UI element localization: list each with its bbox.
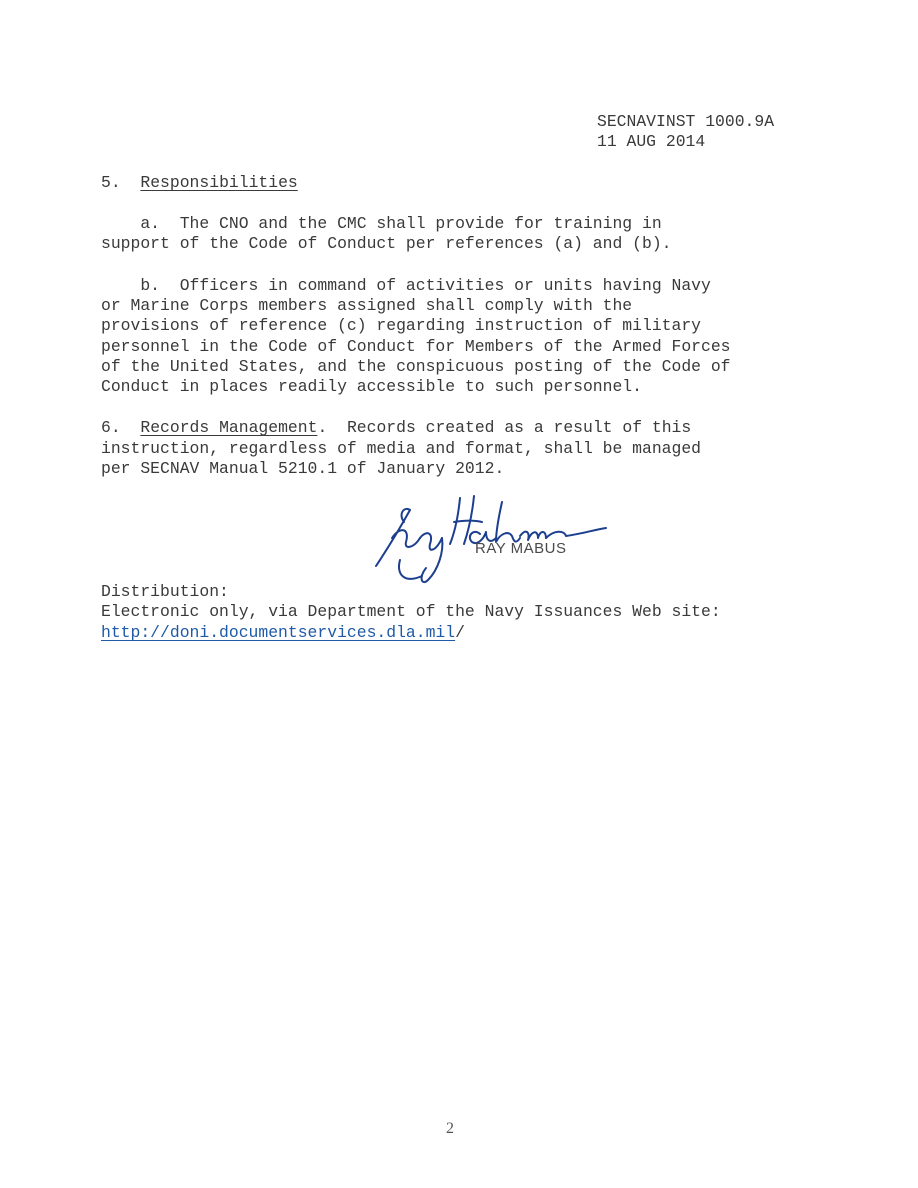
section-5-heading [101, 173, 298, 193]
para-5b-line-3: provisions of reference (c) regarding instruction of military [101, 316, 701, 335]
section-5-number: 5. [101, 173, 121, 192]
para-5b-line-2: or Marine Corps members assigned shall comply with the [101, 296, 633, 315]
signer-name: RAY MABUS [475, 540, 567, 557]
issuances-web-site-link[interactable]: http://doni.documentservices.dla.mil [101, 623, 456, 642]
document-header [597, 112, 774, 152]
distribution-label: Distribution: [101, 582, 229, 601]
para-5b-line-5: of the United States, and the conspicuous posting of the Code of [101, 357, 731, 376]
page-number: 2 [446, 1120, 454, 1137]
section-6-line-2: instruction, regardless of media and format, shall be managed [101, 439, 701, 458]
handwritten-signature [370, 478, 610, 588]
section-6-line-1 [101, 418, 691, 438]
section-6-line-3: per SECNAV Manual 5210.1 of January 2012. [101, 459, 505, 478]
para-5a-line-1: a. The CNO and the CMC shall provide for training in [101, 214, 662, 233]
instruction-number: SECNAVINST 1000.9A [597, 112, 775, 131]
instruction-date: 11 AUG 2014 [597, 132, 706, 151]
para-5b-line-6: Conduct in places readily accessible to such personnel. [101, 377, 642, 396]
section-5-title: Responsibilities [140, 173, 298, 192]
section-6-line-1-rest: . Records created as a result of this [317, 418, 692, 437]
para-5b-line-1: b. Officers in command of activities or units having Navy [101, 276, 711, 295]
distribution-url-line [101, 623, 465, 643]
distribution-text: Electronic only, via Department of the Navy Issuances Web site: [101, 602, 721, 621]
para-5a-line-2: support of the Code of Conduct per references (a) and (b). [101, 234, 672, 253]
section-6-title: Records Management [140, 418, 318, 437]
distribution-url-suffix: / [455, 623, 465, 642]
section-6-number: 6. [101, 418, 121, 437]
para-5b-line-4: personnel in the Code of Conduct for Members of the Armed Forces [101, 337, 731, 356]
